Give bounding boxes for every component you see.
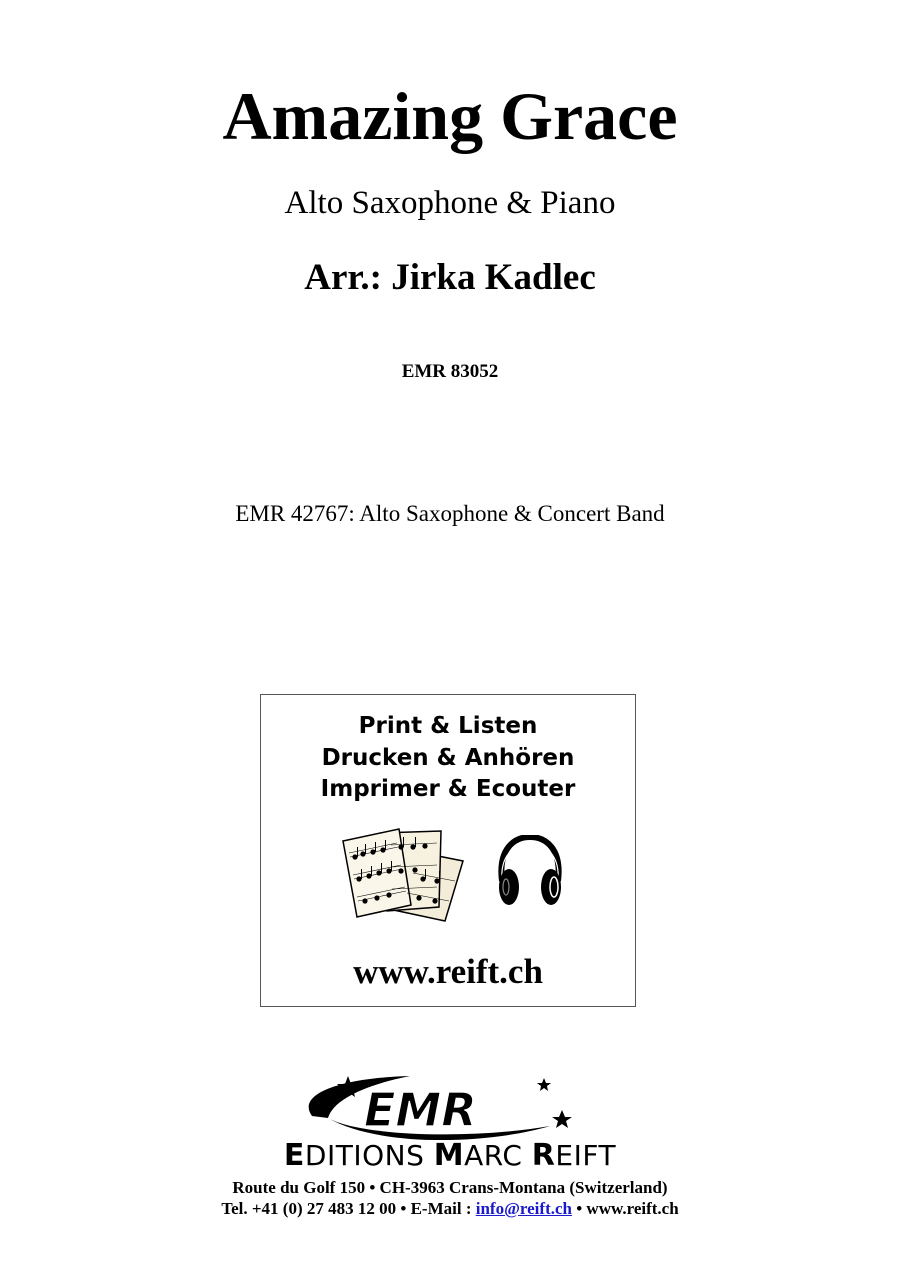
promo-line-de: Drucken & Anhören (321, 745, 575, 771)
wordmark-arc: ARC (464, 1139, 532, 1172)
contact-tel: Tel. +41 (0) 27 483 12 00 • E-Mail : (221, 1199, 476, 1218)
contact-web: • www.reift.ch (571, 1199, 679, 1218)
promo-website: www.reift.ch (353, 952, 543, 991)
promo-line-en: Print & Listen (358, 713, 538, 739)
wordmark-e: E (283, 1138, 305, 1173)
publisher-wordmark (0, 1139, 900, 1173)
sheet-music-icon (339, 827, 467, 923)
instrumentation: Alto Saxophone & Piano (284, 185, 616, 221)
emr-logo (300, 1074, 580, 1146)
wordmark-eift: EIFT (555, 1139, 617, 1172)
email-link[interactable]: info@reift.ch (475, 1199, 572, 1218)
page-title: Amazing Grace (222, 78, 678, 154)
print-listen-box (260, 694, 636, 1007)
promo-line-fr: Imprimer & Ecouter (320, 776, 576, 802)
wordmark-ditions: DITIONS (304, 1139, 434, 1172)
publisher-contact (0, 1198, 900, 1220)
alternative-edition: EMR 42767: Alto Saxophone & Concert Band (235, 501, 665, 526)
arranger: Arr.: Jirka Kadlec (304, 257, 596, 298)
logo-text: EMR (364, 1083, 477, 1137)
wordmark-m: M (433, 1138, 465, 1173)
catalog-number: EMR 83052 (401, 361, 499, 382)
headphones-icon (494, 835, 566, 909)
wordmark-r: R (531, 1138, 556, 1173)
publisher-address: Route du Golf 150 • CH-3963 Crans-Montana (Switzerland) (232, 1178, 668, 1197)
